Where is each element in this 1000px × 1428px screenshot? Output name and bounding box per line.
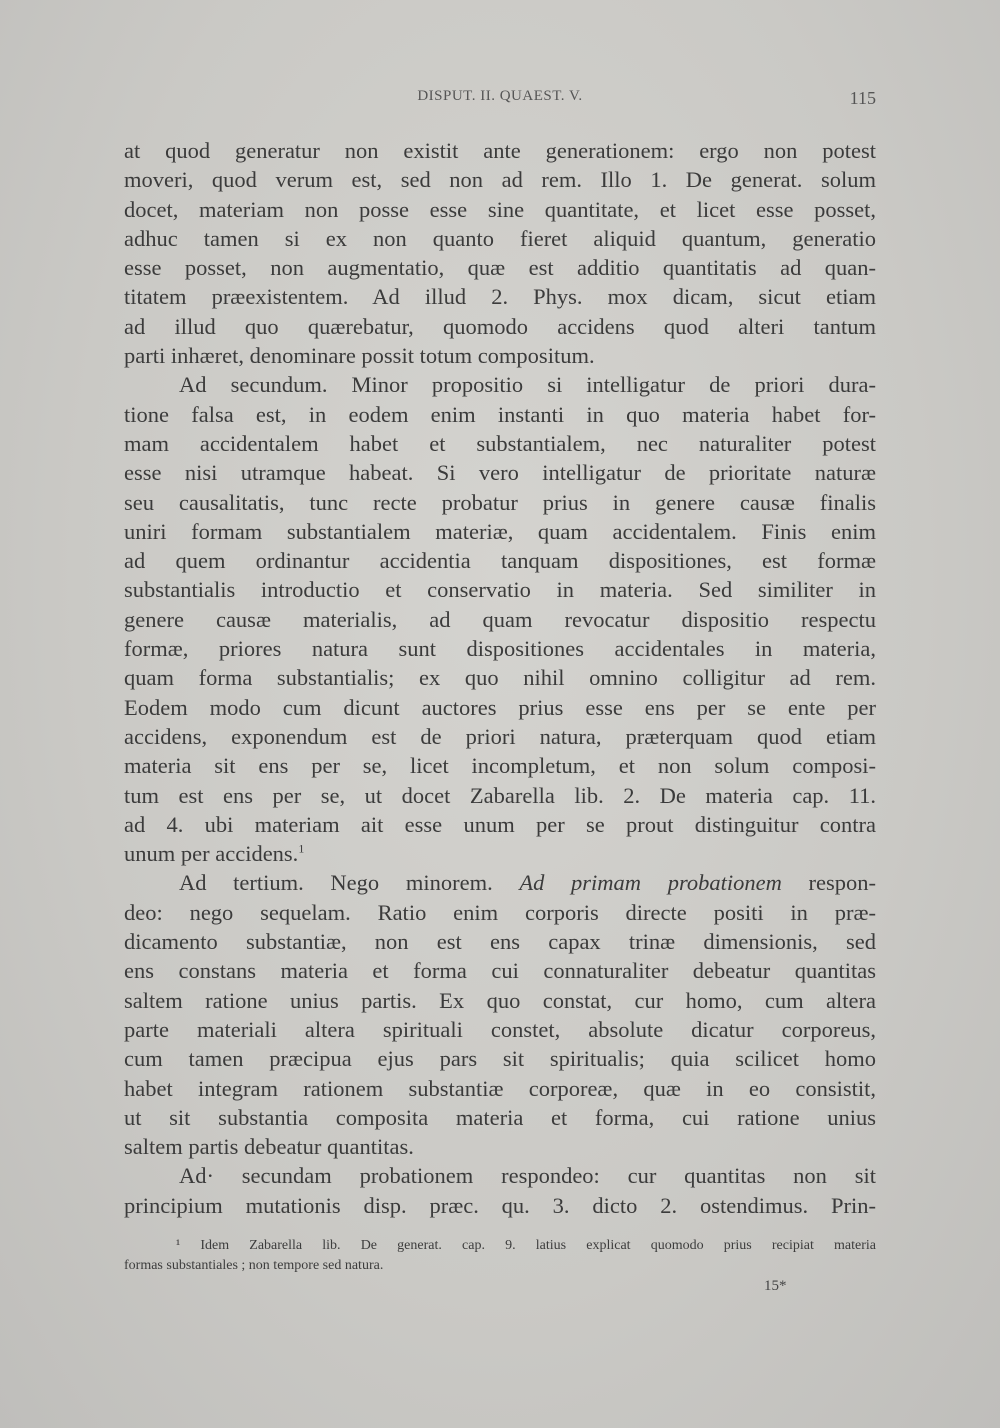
signature-mark: 15* <box>764 1278 787 1294</box>
text-line: docet, materiam non posse esse sine quantitate, et licet esse posset, <box>124 196 876 222</box>
page-number: 115 <box>849 88 876 108</box>
text-line: parte materiali altera spirituali constet, absolute dicatur corporeus, <box>124 1016 876 1042</box>
text-line: materia sit ens per se, licet incompletum, et non solum composi- <box>124 753 876 779</box>
text-line: esse posset, non augmentatio, quæ est additio quantitatis ad quan- <box>124 255 876 281</box>
text-line: deo: nego sequelam. Ratio enim corporis directe positi in præ- <box>124 899 876 925</box>
text-line: esse nisi utramque habeat. Si vero intelligatur de prioritate naturæ <box>124 460 876 486</box>
text-line: moveri, quod verum est, sed non ad rem. Illo 1. De generat. solum <box>124 167 876 193</box>
text-line: ad quem ordinantur accidentia tanquam dispositiones, est formæ <box>124 548 876 574</box>
text-line: adhuc tamen si ex non quanto fieret aliquid quantum, generatio <box>124 225 876 251</box>
text-segment: unum per accidens. <box>124 841 299 867</box>
text-line: ad illud quo quærebatur, quomodo accidens quod alteri tantum <box>124 313 876 339</box>
text-segment: Ad tertium. Nego minorem. <box>179 870 493 896</box>
text-line: quam forma substantialis; ex quo nihil omnino colligitur ad rem. <box>124 665 876 691</box>
text-line: ut sit substantia composita materia et forma, cui ratione unius <box>124 1104 876 1130</box>
text-line: formæ, priores natura sunt dispositiones accidentales in materia, <box>124 636 876 662</box>
text-line: Eodem modo cum dicunt auctores prius esse ens per se ente per <box>124 694 876 720</box>
text-line: uniri formam substantialem materiæ, quam accidentalem. Finis enim <box>124 518 876 544</box>
text-line: titatem præexistentem. Ad illud 2. Phys. mox dicam, sicut etiam <box>124 284 876 310</box>
text-line: ad 4. ubi materiam ait esse unum per se prout distinguitur contra <box>124 811 876 837</box>
text-line: seu causalitatis, tunc recte probatur prius in genere causæ finalis <box>124 489 876 515</box>
footnote-line: formas substantiales ; non tempore sed natura. <box>124 1258 384 1273</box>
page-header <box>124 88 876 114</box>
text-line <box>124 839 876 868</box>
text-line: substantialis introductio et conservatio in materia. Sed similiter in <box>124 577 876 603</box>
footnotes <box>124 1236 876 1276</box>
text-line: saltem ratione unius partis. Ex quo constat, cur homo, cum altera <box>124 987 876 1013</box>
text-line: tum est ens per se, ut docet Zabarella lib. 2. De materia cap. 11. <box>124 782 876 808</box>
text-line: dicamento substantiæ, non est ens capax trinæ dimensionis, sed <box>124 929 876 955</box>
text-line: principium mutationis disp. præc. qu. 3. dicto 2. ostendimus. Prin- <box>124 1192 876 1218</box>
text-line: mam accidentalem habet et substantialem, nec naturaliter potest <box>124 430 876 456</box>
running-title: DISPUT. II. QUAEST. V. <box>417 88 583 104</box>
text-line: ens constans materia et forma cui connaturaliter debeatur quantitas <box>124 958 876 984</box>
text-line: Ad· secundam probationem respondeo: cur quantitas non sit <box>179 1163 876 1189</box>
main-text <box>124 136 876 1220</box>
text-line: Ad secundum. Minor propositio si intelligatur de priori dura- <box>179 372 876 398</box>
text-line: cum tamen præcipua ejus pars sit spiritualis; quia scilicet homo <box>124 1046 876 1072</box>
italic-phrase: Ad primam probationem <box>519 870 782 896</box>
text-line: at quod generatur non existit ante generationem: ergo non potest <box>124 138 876 163</box>
text-line <box>124 868 876 897</box>
text-line: parti inhæret, denominare possit totum compositum. <box>124 343 595 369</box>
footnote-line: ¹ Idem Zabarella lib. De generat. cap. 9. latius explicat quomodo prius recipiat materia <box>176 1238 876 1253</box>
text-line: tione falsa est, in eodem enim instanti in quo materia habet for- <box>124 401 876 427</box>
text-line: saltem partis debeatur quantitas. <box>124 1134 414 1160</box>
text-line: accidens, exponendum est de priori natura, præterquam quod etiam <box>124 723 876 749</box>
text-line: genere causæ materialis, ad quam revocatur dispositio respectu <box>124 606 876 632</box>
text-segment: respon- <box>808 870 877 896</box>
text-line: habet integram rationem substantiæ corporeæ, quæ in eo consistit, <box>124 1075 876 1101</box>
footnote-marker: 1 <box>298 841 305 856</box>
